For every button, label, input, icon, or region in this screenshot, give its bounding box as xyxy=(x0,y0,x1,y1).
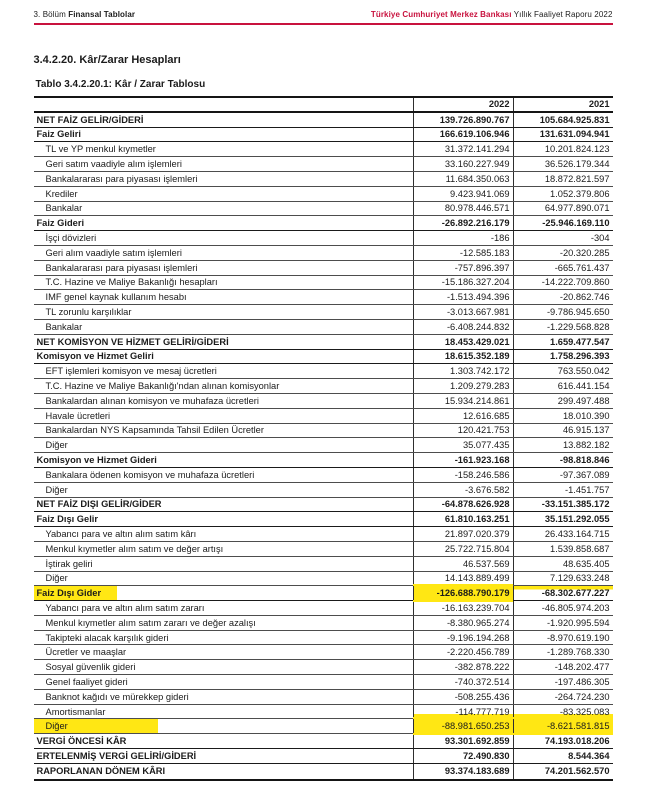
value-2021: -8.621.581.815 xyxy=(513,719,613,733)
row-label: Menkul kıymetler alım satım zararı ve değer azalışı xyxy=(45,617,256,628)
table-row xyxy=(34,438,613,453)
row-label: NET KOMİSYON VE HİZMET GELİRİ/GİDERİ xyxy=(36,336,229,347)
value-2022: -12.585.183 xyxy=(413,246,513,260)
value-2022: 139.726.890.767 xyxy=(413,113,513,127)
row-label: Krediler xyxy=(45,188,78,199)
value-2021: -20.862.746 xyxy=(513,290,613,304)
value-2022: 61.810.163.251 xyxy=(413,512,513,526)
value-2021: -46.805.974.203 xyxy=(513,601,613,615)
table-row xyxy=(34,379,613,394)
running-header xyxy=(34,10,613,19)
table-row xyxy=(34,749,613,764)
table-row xyxy=(34,542,613,557)
row-label: Yabancı para ve altın alım satım zararı xyxy=(45,602,205,613)
table-row xyxy=(34,483,613,498)
value-2021: -197.486.305 xyxy=(513,675,613,689)
row-label: Bankalardan alınan komisyon ve muhafaza ücretleri xyxy=(45,395,259,406)
bank-name: Türkiye Cumhuriyet Merkez Bankası xyxy=(370,10,512,19)
table-row xyxy=(34,305,613,320)
value-2021: 13.882.182 xyxy=(513,438,613,452)
value-2022: 72.490.830 xyxy=(413,749,513,763)
value-2022: 18.453.429.021 xyxy=(413,335,513,349)
row-label: İşçi dövizleri xyxy=(45,233,97,244)
row-label: TL zorunlu karşılıklar xyxy=(45,307,132,318)
table-row xyxy=(34,675,613,690)
value-2022: -757.896.397 xyxy=(413,261,513,275)
value-2022: -64.878.626.928 xyxy=(413,498,513,512)
table-row xyxy=(34,453,613,468)
row-label: Bankalar xyxy=(45,321,83,332)
row-label: Menkul kıymetler alım satım ve değer artışı xyxy=(45,543,224,554)
table-row xyxy=(34,128,613,143)
chapter-title: Finansal Tablolar xyxy=(68,10,136,19)
value-2022: -382.878.222 xyxy=(413,660,513,674)
value-2022: -3.013.667.981 xyxy=(413,305,513,319)
table-row xyxy=(34,231,613,246)
highlighted-label: Faiz Dışı Gider xyxy=(34,586,118,600)
value-2022: 14.143.889.499 xyxy=(413,572,513,586)
row-label: Komisyon ve Hizmet Gideri xyxy=(36,455,157,466)
value-2021: 18.872.821.597 xyxy=(513,172,613,186)
table-body xyxy=(34,113,613,779)
table-row xyxy=(34,719,613,734)
value-2022: 31.372.141.294 xyxy=(413,142,513,156)
value-2022: -740.372.514 xyxy=(413,675,513,689)
value-2022: -16.163.239.704 xyxy=(413,601,513,615)
value-2021: 8.544.364 xyxy=(513,749,613,763)
value-2021: -9.786.945.650 xyxy=(513,305,613,319)
row-label: Bankalar xyxy=(45,203,83,214)
row-label: T.C. Hazine ve Maliye Bakanlığı'ndan alınan komisyonlar xyxy=(45,381,280,392)
value-2022: 1.209.279.283 xyxy=(413,379,513,393)
value-2022: -1.513.494.396 xyxy=(413,290,513,304)
value-2022: 15.934.214.861 xyxy=(413,394,513,408)
value-2022: 25.722.715.804 xyxy=(413,542,513,556)
table-row xyxy=(34,409,613,424)
value-2022: -26.892.216.179 xyxy=(413,216,513,230)
table-row xyxy=(34,690,613,705)
value-2022: 93.374.183.689 xyxy=(413,764,513,779)
value-2022: 166.619.106.946 xyxy=(413,128,513,142)
row-label: İştirak geliri xyxy=(45,558,93,569)
table-row xyxy=(34,187,613,202)
row-label: T.C. Hazine ve Maliye Bakanlığı hesapları xyxy=(45,277,218,288)
value-2021: -148.202.477 xyxy=(513,660,613,674)
value-2021: -665.761.437 xyxy=(513,261,613,275)
value-2021: 1.659.477.547 xyxy=(513,335,613,349)
row-label: Diğer xyxy=(45,484,68,495)
value-2022: -3.676.582 xyxy=(413,483,513,497)
row-label: Bankalardan NYS Kapsamında Tahsil Edilen Ücretler xyxy=(45,425,264,436)
row-label: Genel faaliyet gideri xyxy=(45,676,128,687)
table-row xyxy=(34,261,613,276)
table-row xyxy=(34,764,613,779)
row-label: Diğer xyxy=(45,440,68,451)
highlighted-label: Diğer xyxy=(34,719,158,733)
table-row xyxy=(34,424,613,439)
table-header-row xyxy=(34,98,613,113)
value-2021: -14.222.709.860 xyxy=(513,276,613,290)
table-row xyxy=(34,290,613,305)
row-label: Bankalararası para piyasası işlemleri xyxy=(45,262,198,273)
row-label: ERTELENMİŞ VERGİ GELİRİ/GİDERİ xyxy=(36,750,197,761)
table-row xyxy=(34,527,613,542)
page-content xyxy=(34,0,613,781)
table-row xyxy=(34,705,613,720)
value-2021: 131.631.094.941 xyxy=(513,128,613,142)
table-row xyxy=(34,468,613,483)
row-label: EFT işlemleri komisyon ve mesaj ücretleri xyxy=(45,366,217,377)
value-2021: 763.550.042 xyxy=(513,364,613,378)
value-2022: 21.897.020.379 xyxy=(413,527,513,541)
value-2022: 11.684.350.063 xyxy=(413,172,513,186)
table-row xyxy=(34,498,613,513)
value-2022: 35.077.435 xyxy=(413,438,513,452)
value-2021: 26.433.164.715 xyxy=(513,527,613,541)
value-2021: 299.497.488 xyxy=(513,394,613,408)
table-row xyxy=(34,601,613,616)
value-2021: 10.201.824.123 xyxy=(513,142,613,156)
value-2021: 74.201.562.570 xyxy=(513,764,613,779)
value-2021: -83.325.083 xyxy=(513,705,613,719)
row-label: Amortismanlar xyxy=(45,706,106,717)
value-2021: -1.920.995.594 xyxy=(513,616,613,630)
value-2021: 1.052.379.806 xyxy=(513,187,613,201)
value-2022: -161.923.168 xyxy=(413,453,513,467)
report-name: Yıllık Faaliyet Raporu 2022 xyxy=(511,10,613,19)
value-2021: 105.684.925.831 xyxy=(513,113,613,127)
value-2021: -304 xyxy=(513,231,613,245)
table-row xyxy=(34,631,613,646)
value-2022: -88.981.650.253 xyxy=(413,719,513,733)
value-2021: -264.724.230 xyxy=(513,690,613,704)
table-row xyxy=(34,557,613,572)
header-left xyxy=(34,10,136,19)
value-2022: -6.408.244.832 xyxy=(413,320,513,334)
row-label: Ücretler ve maaşlar xyxy=(45,647,127,658)
value-2022: 12.616.685 xyxy=(413,409,513,423)
value-2021: -20.320.285 xyxy=(513,246,613,260)
header-empty-cell xyxy=(34,98,413,111)
table-row xyxy=(34,586,613,601)
value-2021: 46.915.137 xyxy=(513,424,613,438)
value-2022: 18.615.352.189 xyxy=(413,350,513,364)
value-2021: 35.151.292.055 xyxy=(513,512,613,526)
value-2022: -2.220.456.789 xyxy=(413,645,513,659)
row-label: NET FAİZ GELİR/GİDERİ xyxy=(36,114,144,125)
table-row xyxy=(34,216,613,231)
value-2021: -98.818.846 xyxy=(513,453,613,467)
table-row xyxy=(34,276,613,291)
table-row xyxy=(34,645,613,660)
value-2021: 36.526.179.344 xyxy=(513,157,613,171)
value-2022: 46.537.569 xyxy=(413,557,513,571)
value-2021: 48.635.405 xyxy=(513,557,613,571)
value-2022: -114.777.719 xyxy=(413,705,513,719)
table-row xyxy=(34,350,613,365)
header-right xyxy=(371,10,613,19)
value-2022: -8.380.965.274 xyxy=(413,616,513,630)
value-2021: -97.367.089 xyxy=(513,468,613,482)
value-2021: -1.229.568.828 xyxy=(513,320,613,334)
table-row xyxy=(34,660,613,675)
table-row xyxy=(34,172,613,187)
header-divider xyxy=(34,23,613,25)
value-2022: -186 xyxy=(413,231,513,245)
value-2021: 1.539.858.687 xyxy=(513,542,613,556)
value-2022: -508.255.436 xyxy=(413,690,513,704)
value-2021: -1.289.768.330 xyxy=(513,645,613,659)
value-2021: -68.302.677.227 xyxy=(513,586,613,600)
row-label: Komisyon ve Hizmet Geliri xyxy=(36,351,154,362)
row-label: Bankalara ödenen komisyon ve muhafaza ücretleri xyxy=(45,469,255,480)
row-label xyxy=(34,719,413,733)
row-label: Havale ücretleri xyxy=(45,410,111,421)
value-2022: -9.196.194.268 xyxy=(413,631,513,645)
row-label: Faiz Dışı Gelir xyxy=(36,514,98,525)
table-row xyxy=(34,572,613,587)
value-2021: -1.451.757 xyxy=(513,483,613,497)
value-2022: 93.301.692.859 xyxy=(413,734,513,748)
row-label: Faiz Geliri xyxy=(36,129,81,140)
value-2021: -8.970.619.190 xyxy=(513,631,613,645)
row-label: Faiz Gideri xyxy=(36,218,85,229)
value-2022: 9.423.941.069 xyxy=(413,187,513,201)
value-2022: 1.303.742.172 xyxy=(413,364,513,378)
value-2021: -25.946.169.110 xyxy=(513,216,613,230)
value-2022: -158.246.586 xyxy=(413,468,513,482)
row-label: Bankalararası para piyasası işlemleri xyxy=(45,173,198,184)
row-label: IMF genel kaynak kullanım hesabı xyxy=(45,292,187,303)
table-row xyxy=(34,202,613,217)
row-label: TL ve YP menkul kıymetler xyxy=(45,144,156,155)
table-row xyxy=(34,734,613,749)
table-row xyxy=(34,394,613,409)
table-row xyxy=(34,335,613,350)
row-label: Banknot kağıdı ve mürekkep gideri xyxy=(45,691,189,702)
column-header-2021: 2021 xyxy=(513,98,613,111)
value-2022: 80.978.446.571 xyxy=(413,202,513,216)
row-label: RAPORLANAN DÖNEM KÂRI xyxy=(36,766,166,777)
column-header-2022: 2022 xyxy=(413,98,513,111)
row-label: Diğer xyxy=(45,573,68,584)
value-2021: 1.758.296.393 xyxy=(513,350,613,364)
table-row xyxy=(34,113,613,128)
row-label: Sosyal güvenlik gideri xyxy=(45,662,136,673)
table-row xyxy=(34,142,613,157)
value-2021: 616.441.154 xyxy=(513,379,613,393)
value-2021: 64.977.890.071 xyxy=(513,202,613,216)
value-2021: -33.151.385.172 xyxy=(513,498,613,512)
table-row xyxy=(34,512,613,527)
row-label: Geri satım vaadiyle alım işlemleri xyxy=(45,159,182,170)
value-2021: 7.129.633.248 xyxy=(513,572,613,586)
profit-loss-table xyxy=(34,96,613,781)
row-label: NET FAİZ DIŞI GELİR/GİDER xyxy=(36,499,162,510)
row-label: Takipteki alacak karşılık gideri xyxy=(45,632,169,643)
value-2021: 18.010.390 xyxy=(513,409,613,423)
value-2022: 120.421.753 xyxy=(413,424,513,438)
table-row xyxy=(34,157,613,172)
section-title: 3.4.2.20. Kâr/Zarar Hesapları xyxy=(33,54,181,66)
table-row xyxy=(34,364,613,379)
row-label: VERGİ ÖNCESİ KÂR xyxy=(36,736,127,747)
table-row xyxy=(34,320,613,335)
table-row xyxy=(34,616,613,631)
chapter-label: 3. Bölüm xyxy=(33,10,69,19)
table-title: Tablo 3.4.2.20.1: Kâr / Zarar Tablosu xyxy=(35,79,206,90)
table-row xyxy=(34,246,613,261)
value-2021: 74.193.018.206 xyxy=(513,734,613,748)
value-2022: -15.186.327.204 xyxy=(413,276,513,290)
value-2022: 33.160.227.949 xyxy=(413,157,513,171)
row-label: Yabancı para ve altın alım satım kârı xyxy=(45,529,197,539)
value-2022: -126.688.790.179 xyxy=(413,586,513,600)
row-label xyxy=(34,586,413,600)
row-label: Geri alım vaadiyle satım işlemleri xyxy=(45,247,182,258)
